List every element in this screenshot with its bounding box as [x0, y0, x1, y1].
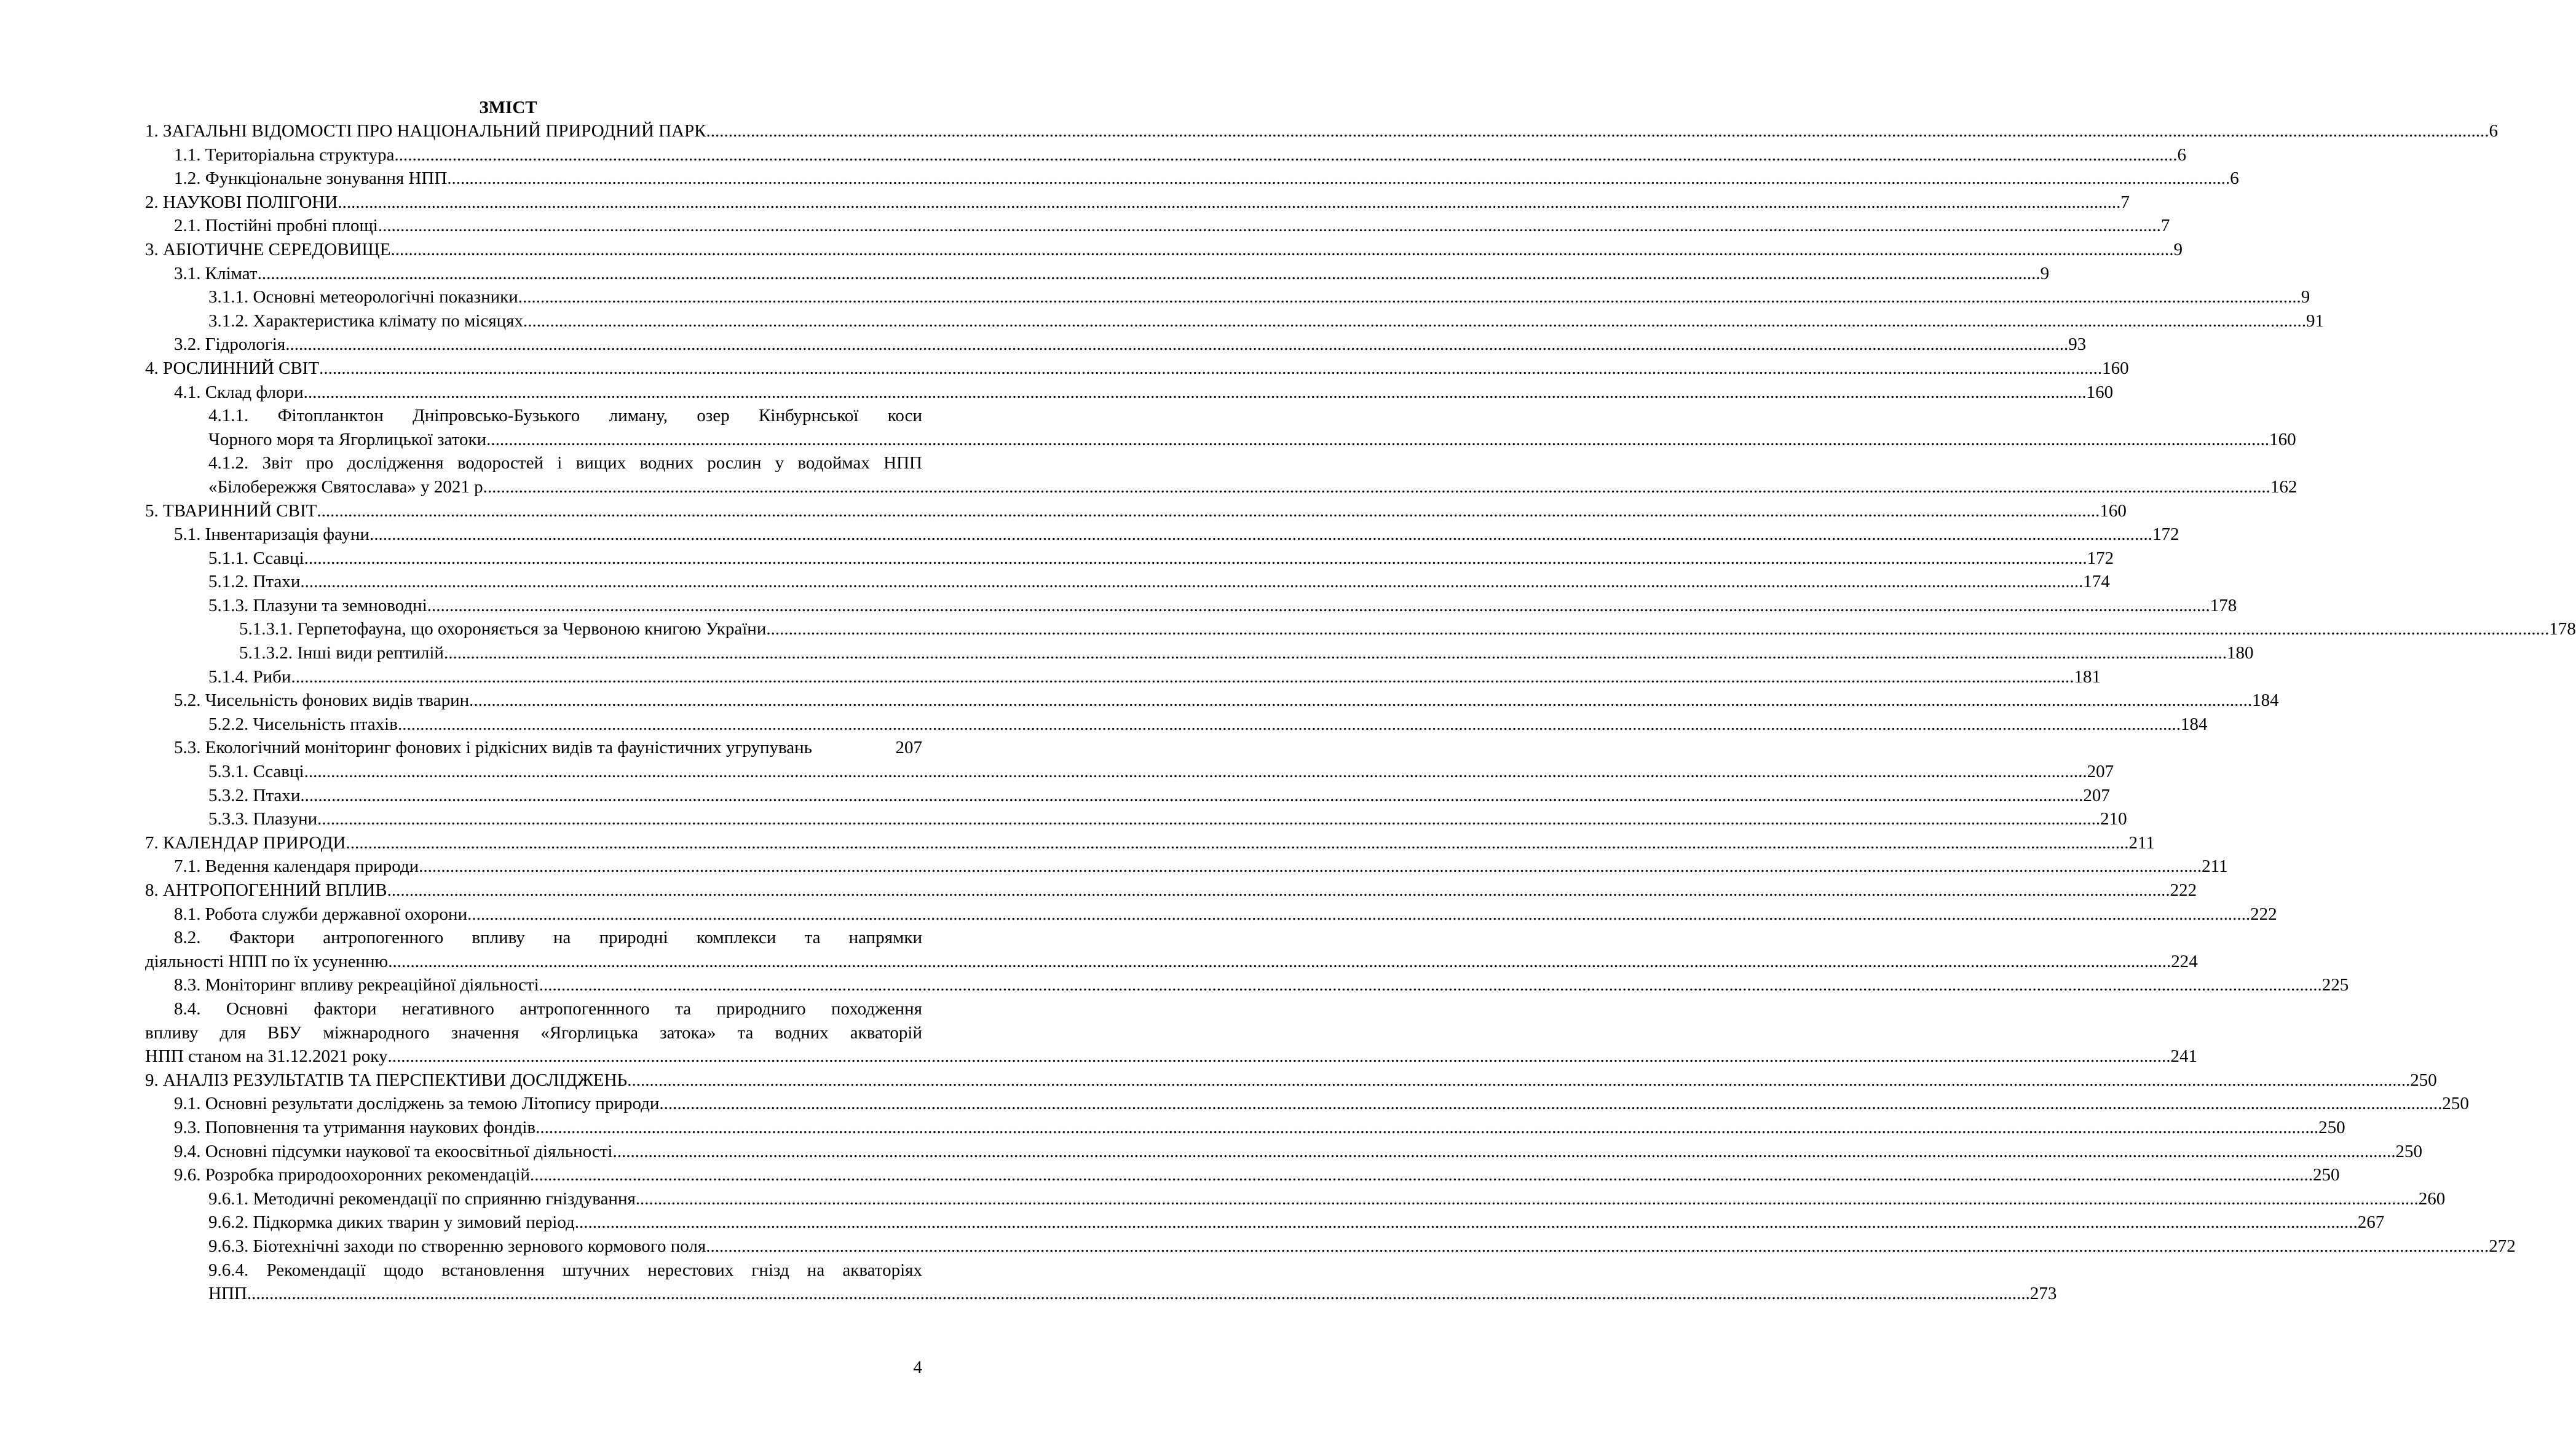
- toc-entry-page: 9: [2173, 239, 2183, 259]
- toc-dot-leader: ................................................................................................................................................................................................................................................................................................................................................................................................................: [377, 216, 2161, 236]
- toc-entry-title: 5.2. Чисельність фонових видів тварин: [174, 690, 470, 711]
- toc-entry-title: 1.2. Функціональне зонування НПП: [174, 168, 448, 189]
- toc-entry-title: 2. НАУКОВІ ПОЛІГОНИ: [145, 192, 338, 212]
- toc-dot-leader: ................................................................................................................................................................................................................................................................................................................................................................................................................: [635, 1188, 2419, 1209]
- toc-dot-leader: ................................................................................................................................................................................................................................................................................................................................................................................................................: [369, 524, 2152, 545]
- toc-entry-page: 250: [2410, 1070, 2437, 1090]
- toc-entry[interactable]: [145, 973, 2349, 997]
- toc-dot-leader: ................................................................................................................................................................................................................................................................................................................................................................................................................: [523, 310, 2306, 331]
- toc-entry[interactable]: [145, 547, 2114, 571]
- toc-entry-title: 5.1.3.2. Інші види рептилій: [239, 643, 444, 663]
- toc-entry[interactable]: [145, 903, 2277, 926]
- toc-entry-title: 3.1. Клімат: [174, 263, 258, 283]
- toc-dot-leader: ................................................................................................................................................................................................................................................................................................................................................................................................................: [419, 856, 2202, 877]
- toc-entry-title: 3.1.2. Характеристика клімату по місяцях: [208, 310, 523, 331]
- toc-entry[interactable]: [145, 499, 2127, 523]
- toc-entry[interactable]: [145, 1092, 2469, 1116]
- toc-entry[interactable]: [145, 594, 2237, 618]
- toc-entry-title: 9.3. Поповнення та утримання наукових фондів: [174, 1117, 536, 1137]
- toc-dot-leader: ................................................................................................................................................................................................................................................................................................................................................................................................................: [291, 666, 2074, 687]
- toc-entry-page: 160: [2269, 429, 2296, 449]
- toc-entry-title: НПП: [208, 1284, 247, 1304]
- toc-dot-leader: ................................................................................................................................................................................................................................................................................................................................................................................................................: [659, 1094, 2443, 1114]
- toc-entry-page: 250: [2312, 1165, 2340, 1185]
- toc-entry[interactable]: [145, 262, 2050, 286]
- toc-entry-title: 4.1. Склад флори: [174, 382, 304, 402]
- toc-entry-title: Чорного моря та Ягорлицької затоки: [208, 429, 487, 449]
- toc-entry-page: 6: [2230, 168, 2239, 189]
- toc-entry-title: 4. РОСЛИННИЙ СВІТ: [145, 358, 320, 378]
- toc-dot-leader: ................................................................................................................................................................................................................................................................................................................................................................................................................: [627, 1070, 2411, 1090]
- toc-entry-title: НПП станом на 31.12.2021 року: [145, 1046, 388, 1067]
- toc-dot-leader: ................................................................................................................................................................................................................................................................................................................................................................................................................: [387, 880, 2170, 900]
- toc-dot-leader: ................................................................................................................................................................................................................................................................................................................................................................................................................: [300, 572, 2084, 592]
- toc-entry-page: 250: [2442, 1094, 2469, 1114]
- toc-entry-title: 9.6.3. Біотехнічні заходи по створенню зернового кормового поля: [208, 1236, 706, 1256]
- toc-dot-leader: ................................................................................................................................................................................................................................................................................................................................................................................................................: [518, 287, 2301, 307]
- toc-entry-page: 162: [2270, 476, 2297, 497]
- toc-entry-title: 2.1. Постійні пробні площі: [174, 216, 378, 236]
- toc-entry-page: 184: [2252, 690, 2279, 711]
- toc-entry[interactable]: [145, 997, 2197, 1069]
- toc-entry-page: 222: [2170, 880, 2197, 900]
- toc-entry-page: 7: [2160, 216, 2170, 236]
- toc-dot-leader: ................................................................................................................................................................................................................................................................................................................................................................................................................: [467, 904, 2251, 924]
- page-number: 4: [913, 1357, 922, 1377]
- toc-entry-title: 7.1. Ведення календаря природи: [174, 856, 419, 877]
- toc-dot-leader: ................................................................................................................................................................................................................................................................................................................................................................................................................: [285, 334, 2069, 355]
- toc-entry-page: 260: [2418, 1188, 2446, 1209]
- toc-entry-page: 93: [2068, 334, 2087, 355]
- toc-dot-leader: ................................................................................................................................................................................................................................................................................................................................................................................................................: [574, 1212, 2358, 1233]
- toc-entry-title: 9.6. Розробка природоохоронних рекомендацій: [174, 1165, 530, 1185]
- toc-entry-title: 9.4. Основні підсумки наукової та екоосвітньої діяльності: [174, 1141, 613, 1161]
- toc-dot-leader: ................................................................................................................................................................................................................................................................................................................................................................................................................: [303, 382, 2087, 402]
- toc-entry-title: 5.1.3. Плазуни та земноводні: [208, 595, 427, 615]
- toc-entry-page: 224: [2171, 951, 2198, 971]
- toc-entry-title-line: 8.4. Основні фактори негативного антропогеннного та природниго походження: [174, 998, 922, 1019]
- toc-dot-leader: ................................................................................................................................................................................................................................................................................................................................................................................................................: [319, 358, 2103, 378]
- toc-entry[interactable]: [145, 214, 2170, 238]
- toc-entry[interactable]: [145, 357, 2129, 381]
- toc-entry-title: 8.3. Моніторинг впливу рекреаційної діяльності: [174, 975, 539, 995]
- toc-entry-title: 8. АНТРОПОГЕННИЙ ВПЛИВ: [145, 880, 387, 900]
- toc-entry[interactable]: [145, 1187, 2446, 1211]
- toc-dot-leader: ................................................................................................................................................................................................................................................................................................................................................................................................................: [388, 951, 2171, 971]
- toc-entry[interactable]: [145, 1211, 2385, 1235]
- toc-entry[interactable]: [145, 784, 2110, 808]
- toc-entry-page: 250: [2318, 1117, 2345, 1137]
- toc-entry-page: 272: [2489, 1236, 2516, 1256]
- toc-entry[interactable]: [145, 736, 922, 760]
- toc-entry-page: 174: [2083, 572, 2110, 592]
- toc-dot-leader: ................................................................................................................................................................................................................................................................................................................................................................................................................: [317, 809, 2101, 829]
- toc-entry[interactable]: [145, 855, 2228, 879]
- toc-dot-leader: ................................................................................................................................................................................................................................................................................................................................................................................................................: [443, 643, 2227, 663]
- toc-entry-title-line: 4.1.1. Фітопланктон Дніпровсько-Бузького лиману, озер Кінбурнської коси: [208, 406, 922, 426]
- toc-entry[interactable]: [145, 713, 2208, 737]
- toc-entry-page: 225: [2321, 975, 2349, 995]
- toc-entry-title: 5.1. Інвентаризація фауни: [174, 524, 369, 545]
- toc-dot-leader: ................................................................................................................................................................................................................................................................................................................................................................................................................: [447, 168, 2230, 189]
- toc-dot-leader: ................................................................................................................................................................................................................................................................................................................................................................................................................: [706, 1236, 2489, 1256]
- toc-entry-title: 5.3.1. Ссавці: [208, 762, 304, 782]
- toc-entry-title-line: 8.2. Фактори антропогенного впливу на природні комплекси та напрямки: [174, 928, 922, 948]
- toc-dot-leader: ................................................................................................................................................................................................................................................................................................................................................................................................................: [317, 500, 2100, 521]
- toc-entry[interactable]: [145, 926, 2198, 973]
- toc-entry-title: 3. АБІОТИЧНЕ СЕРЕДОВИЩЕ: [145, 239, 391, 259]
- toc-entry-page: 6: [2177, 144, 2186, 165]
- toc-entry-page: 184: [2180, 714, 2208, 734]
- toc-entry-page: 222: [2250, 904, 2277, 924]
- toc-dot-leader: ................................................................................................................................................................................................................................................................................................................................................................................................................: [535, 1117, 2319, 1137]
- toc-dot-leader: ................................................................................................................................................................................................................................................................................................................................................................................................................: [539, 975, 2322, 995]
- toc-entry[interactable]: [145, 1235, 2516, 1258]
- toc-entry-title: 7. КАЛЕНДАР ПРИРОДИ: [145, 832, 346, 853]
- toc-entry-page: 207: [895, 738, 922, 758]
- toc-entry-title-line: 4.1.2. Звіт про дослідження водоростей і вищих водних рослин у водоймах НПП: [208, 453, 922, 473]
- toc-entry-title: 1.1. Територіальна структура: [174, 144, 395, 165]
- toc-entry[interactable]: [145, 1069, 2437, 1092]
- toc-entry-page: 267: [2357, 1212, 2385, 1233]
- table-of-contents: [145, 119, 2576, 1306]
- toc-dot-leader: ................................................................................................................................................................................................................................................................................................................................................................................................................: [394, 144, 2178, 165]
- toc-entry-title: 5.1.3.1. Герпетофауна, що охороняється за Червоною книгою України: [239, 619, 767, 639]
- toc-entry[interactable]: [145, 1140, 2422, 1164]
- toc-entry[interactable]: [145, 641, 2254, 665]
- toc-entry[interactable]: [145, 879, 2197, 903]
- toc-entry-title-line: впливу для ВБУ міжнародного значення «Ягорлицька затока» та водних акваторій: [145, 1022, 922, 1043]
- toc-dot-leader: ................................................................................................................................................................................................................................................................................................................................................................................................................: [387, 1046, 2171, 1067]
- toc-entry-title: 9. АНАЛІЗ РЕЗУЛЬТАТІВ ТА ПЕРСПЕКТИВИ ДОСЛІДЖЕНЬ: [145, 1070, 628, 1090]
- toc-entry-title: 5.3. Екологічний моніторинг фонових і рідкісних видів та фауністичних угрупувань: [174, 738, 812, 758]
- toc-entry-page: 9: [2040, 263, 2050, 283]
- toc-entry-title: 3.2. Гідрологія: [174, 334, 286, 355]
- toc-dot-leader: ................................................................................................................................................................................................................................................................................................................................................................................................................: [487, 476, 2270, 497]
- toc-entry[interactable]: [145, 689, 2279, 713]
- toc-entry-title: 5.1.2. Птахи: [208, 572, 301, 592]
- toc-entry-page: 9: [2301, 287, 2310, 307]
- toc-entry[interactable]: [145, 238, 2183, 262]
- toc-entry-page: 241: [2170, 1046, 2197, 1067]
- toc-entry[interactable]: [145, 119, 2499, 143]
- toc-entry-title: 5.1.1. Ссавці: [208, 548, 304, 568]
- toc-dot-leader: ................................................................................................................................................................................................................................................................................................................................................................................................................: [529, 1165, 2313, 1185]
- toc-entry[interactable]: [145, 381, 2114, 405]
- toc-entry[interactable]: [145, 760, 2114, 784]
- toc-entry[interactable]: [145, 167, 2239, 191]
- toc-entry[interactable]: [145, 570, 2110, 594]
- toc-entry[interactable]: [145, 451, 2297, 499]
- toc-entry[interactable]: [145, 617, 2576, 641]
- toc-dot-leader: ................................................................................................................................................................................................................................................................................................................................................................................................................: [247, 1284, 2030, 1304]
- toc-entry-page: 211: [2202, 856, 2228, 877]
- toc-dot-leader: ................................................................................................................................................................................................................................................................................................................................................................................................................: [346, 832, 2129, 853]
- toc-entry-title: 5.2.2. Чисельність птахів: [208, 714, 398, 734]
- toc-entry[interactable]: [145, 1258, 2057, 1306]
- toc-entry[interactable]: [145, 285, 2310, 309]
- toc-entry-title: 5.1.4. Риби: [208, 666, 291, 687]
- toc-entry[interactable]: [145, 523, 2179, 547]
- toc-dot-leader: ................................................................................................................................................................................................................................................................................................................................................................................................................: [257, 263, 2041, 283]
- toc-dot-leader: ................................................................................................................................................................................................................................................................................................................................................................................................................: [397, 714, 2181, 734]
- toc-entry-page: 178: [2549, 619, 2576, 639]
- toc-dot-leader: ................................................................................................................................................................................................................................................................................................................................................................................................................: [427, 595, 2210, 615]
- toc-entry-title: 5.3.3. Плазуни: [208, 809, 318, 829]
- toc-entry-title: 5. ТВАРИННИЙ СВІТ: [145, 500, 317, 521]
- toc-dot-leader: ................................................................................................................................................................................................................................................................................................................................................................................................................: [706, 121, 2489, 141]
- toc-entry-title: діяльності НПП по їх усуненню: [145, 951, 389, 971]
- toc-dot-leader: ................................................................................................................................................................................................................................................................................................................................................................................................................: [304, 762, 2087, 782]
- toc-entry-page: 211: [2128, 832, 2155, 853]
- toc-entry-page: 7: [2120, 192, 2130, 212]
- toc-dot-leader: ................................................................................................................................................................................................................................................................................................................................................................................................................: [338, 192, 2121, 212]
- toc-entry-page: 172: [2152, 524, 2179, 545]
- toc-entry[interactable]: [145, 309, 2324, 333]
- toc-entry-page: 160: [2100, 500, 2127, 521]
- toc-entry[interactable]: [145, 333, 2087, 357]
- toc-dot-leader: ................................................................................................................................................................................................................................................................................................................................................................................................................: [304, 548, 2087, 568]
- toc-dot-leader: ................................................................................................................................................................................................................................................................................................................................................................................................................: [612, 1141, 2396, 1161]
- toc-entry-page: 273: [2029, 1284, 2057, 1304]
- toc-entry-page: 180: [2226, 643, 2254, 663]
- toc-entry-page: 178: [2210, 595, 2237, 615]
- toc-entry-page: 181: [2074, 666, 2101, 687]
- toc-dot-leader: ................................................................................................................................................................................................................................................................................................................................................................................................................: [766, 619, 2550, 639]
- toc-dot-leader: ................................................................................................................................................................................................................................................................................................................................................................................................................: [300, 785, 2084, 805]
- toc-entry-page: 250: [2395, 1141, 2422, 1161]
- toc-dot-leader: ................................................................................................................................................................................................................................................................................................................................................................................................................: [486, 429, 2270, 449]
- toc-dot-leader: ................................................................................................................................................................................................................................................................................................................................................................................................................: [469, 690, 2253, 711]
- toc-entry-title: 9.6.2. Підкормка диких тварин у зимовий період: [208, 1212, 575, 1233]
- toc-entry-title: «Білобережжя Святослава» у 2021 р.: [208, 476, 488, 497]
- toc-entry[interactable]: [145, 143, 2186, 167]
- toc-entry-page: 172: [2087, 548, 2114, 568]
- toc-entry-page: 160: [2102, 358, 2129, 378]
- toc-entry[interactable]: [145, 1116, 2345, 1140]
- toc-entry-page: 6: [2489, 121, 2499, 141]
- toc-entry[interactable]: [145, 831, 2155, 855]
- toc-dot-leader: ................................................................................................................................................................................................................................................................................................................................................................................................................: [390, 239, 2174, 259]
- toc-entry-page: 91: [2305, 310, 2324, 331]
- toc-entry-page: 160: [2086, 382, 2114, 402]
- toc-entry[interactable]: [145, 404, 2296, 451]
- toc-entry-page: 207: [2087, 762, 2114, 782]
- toc-entry[interactable]: [145, 1163, 2340, 1187]
- toc-entry-title: 1. ЗАГАЛЬНІ ВІДОМОСТІ ПРО НАЦІОНАЛЬНИЙ ПРИРОДНИЙ ПАРК: [145, 121, 706, 141]
- toc-entry-title-line: 9.6.4. Рекомендації щодо встановлення штучних нерестових гнізд на акваторіях: [208, 1260, 922, 1280]
- toc-entry-title: 3.1.1. Основні метеорологічні показники: [208, 287, 518, 307]
- toc-entry[interactable]: [145, 807, 2127, 831]
- toc-entry-title: 8.1. Робота служби державної охорони: [174, 904, 468, 924]
- toc-entry-page: 207: [2083, 785, 2110, 805]
- toc-entry-page: 210: [2100, 809, 2127, 829]
- toc-entry[interactable]: [145, 665, 2101, 689]
- toc-entry-title: 9.6.1. Методичні рекомендації по сприянню гніздування: [208, 1188, 636, 1209]
- page-title: ЗМІСТ: [479, 98, 537, 117]
- toc-entry-title: 9.1. Основні результати досліджень за темою Літопису природи: [174, 1094, 660, 1114]
- toc-entry[interactable]: [145, 191, 2130, 215]
- toc-entry-title: 5.3.2. Птахи: [208, 785, 301, 805]
